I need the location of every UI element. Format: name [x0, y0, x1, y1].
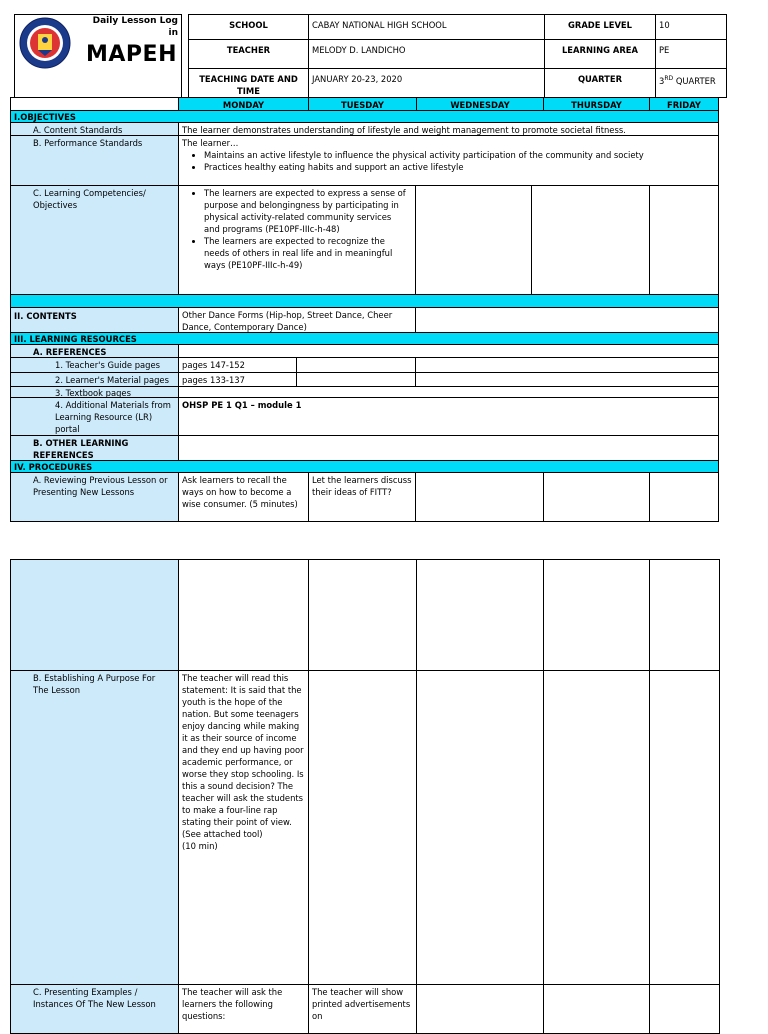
proc-b-monday: The teacher will read this statement: It is said that the youth is the hope of the nation. But some teenagers enjoy dancing while making it as their source of income and they end up having poor academic performance, or worse they stop schooling. Is this a sound decision? The teacher will ask the students to make a four-line rap stating their point of view. (See attached tool) (10 min)	[178, 670, 309, 985]
proc-a-cont-tuesday	[308, 559, 417, 671]
log-in: in	[168, 28, 178, 38]
day-tuesday: TUESDAY	[308, 97, 417, 111]
proc-b-tuesday	[308, 670, 417, 985]
quarter-num: 3	[659, 75, 665, 86]
school-label: SCHOOL	[188, 14, 309, 40]
performance-item: • Maintains an active lifestyle to influence the physical activity participation of the community and society	[204, 149, 715, 161]
log-title: Daily Lesson Log	[92, 16, 178, 26]
proc-b-wednesday	[416, 670, 544, 985]
proc-a-friday	[649, 472, 719, 522]
quarter-value	[655, 68, 727, 98]
proc-a-tuesday: Let the learners discuss their ideas of FITT?	[308, 472, 416, 522]
proc-c-tuesday: The teacher will show printed advertisements on	[308, 984, 417, 1034]
add-materials-label: 4. Additional Materials from Learning Resource (LR) portal	[10, 397, 179, 436]
contents-label: II. CONTENTS	[10, 307, 179, 333]
spacer-row	[10, 294, 719, 308]
area-label: LEARNING AREA	[544, 39, 656, 69]
proc-a-cont-wednesday	[416, 559, 544, 671]
tg-value: pages 147-152	[178, 357, 297, 373]
grade-label: GRADE LEVEL	[544, 14, 656, 40]
tb-label: 3. Textbook pages	[10, 386, 179, 398]
objectives-section: I.OBJECTIVES	[10, 110, 719, 123]
lm-label: 2. Learner's Material pages	[10, 372, 179, 387]
area-value: PE	[655, 39, 727, 69]
proc-c-wednesday	[416, 984, 544, 1034]
tg-tuesday	[296, 357, 416, 373]
competency-item: • The learners are expected to express a sense of purpose and belongingness by participating in physical activity-related community services and programs (PE10PF-IIIc-h-48)	[204, 187, 409, 235]
references-label: A. REFERENCES	[10, 344, 179, 358]
proc-a-cont-monday	[178, 559, 309, 671]
day-monday: MONDAY	[178, 97, 309, 111]
performance-intro: The learner…	[182, 138, 239, 148]
content-standards-label: A. Content Standards	[10, 122, 179, 136]
contents-wednesday	[415, 307, 719, 333]
date-value: JANUARY 20-23, 2020	[308, 68, 545, 98]
content-standards-value: The learner demonstrates understanding of lifestyle and weight management to promote societal fitness.	[178, 122, 719, 136]
tg-rest	[415, 357, 719, 373]
references-value	[178, 344, 719, 358]
date-label: TEACHING DATE AND TIME	[188, 68, 309, 98]
competencies-friday	[649, 185, 719, 295]
proc-b-friday	[649, 670, 720, 985]
contents-value: Other Dance Forms (Hip-hop, Street Dance, Cheer Dance, Contemporary Dance)	[178, 307, 416, 333]
proc-a-cont-friday	[649, 559, 720, 671]
teacher-label: TEACHER	[188, 39, 309, 69]
proc-a-thursday	[543, 472, 650, 522]
procedures-section: IV. PROCEDURES	[10, 460, 719, 473]
proc-b-thursday	[543, 670, 650, 985]
subject-title: MAPEH	[86, 42, 177, 67]
proc-c-monday: The teacher will ask the learners the following questions:	[178, 984, 309, 1034]
day-wednesday: WEDNESDAY	[416, 97, 544, 111]
tg-label: 1. Teacher's Guide pages	[10, 357, 179, 373]
performance-item: • Practices healthy eating habits and support an active lifestyle	[204, 161, 715, 173]
school-value: CABAY NATIONAL HIGH SCHOOL	[308, 14, 545, 40]
quarter-label: QUARTER	[544, 68, 656, 98]
days-corner	[10, 97, 179, 111]
proc-a-cont-thursday	[543, 559, 650, 671]
day-thursday: THURSDAY	[543, 97, 650, 111]
lm-tuesday	[296, 372, 416, 387]
proc-a-monday: Ask learners to recall the ways on how to become a wise consumer. (5 minutes)	[178, 472, 309, 522]
proc-c-label: C. Presenting Examples / Instances Of The New Lesson	[10, 984, 179, 1034]
day-friday: FRIDAY	[649, 97, 719, 111]
competency-item: • The learners are expected to recognize the needs of others in real life and in meaningful ways (PE10PF-IIIc-h-49)	[204, 235, 409, 271]
competencies-wednesday	[415, 185, 532, 295]
add-materials-value: OHSP PE 1 Q1 – module 1	[178, 397, 719, 436]
proc-a-wednesday	[415, 472, 544, 522]
performance-standards-value	[178, 135, 719, 186]
deped-seal-icon	[18, 16, 72, 70]
quarter-sup: RD	[664, 75, 674, 82]
other-refs-value	[178, 435, 719, 461]
competencies-monday	[178, 185, 416, 295]
grade-value: 10	[655, 14, 727, 40]
performance-standards-label: B. Performance Standards	[10, 135, 179, 186]
proc-c-friday	[649, 984, 720, 1034]
proc-a-cont-label	[10, 559, 179, 671]
competencies-thursday	[531, 185, 650, 295]
lm-rest	[415, 372, 719, 387]
teacher-value: MELODY D. LANDICHO	[308, 39, 545, 69]
proc-b-label: B. Establishing A Purpose For The Lesson	[10, 670, 179, 985]
competencies-label: C. Learning Competencies/ Objectives	[10, 185, 179, 295]
proc-c-thursday	[543, 984, 650, 1034]
resources-section: III. LEARNING RESOURCES	[10, 332, 719, 345]
lm-value: pages 133-137	[178, 372, 297, 387]
other-refs-label: B. OTHER LEARNING REFERENCES	[10, 435, 179, 461]
proc-a-label: A. Reviewing Previous Lesson or Presenting New Lessons	[10, 472, 179, 522]
quarter-word: QUARTER	[675, 75, 716, 86]
